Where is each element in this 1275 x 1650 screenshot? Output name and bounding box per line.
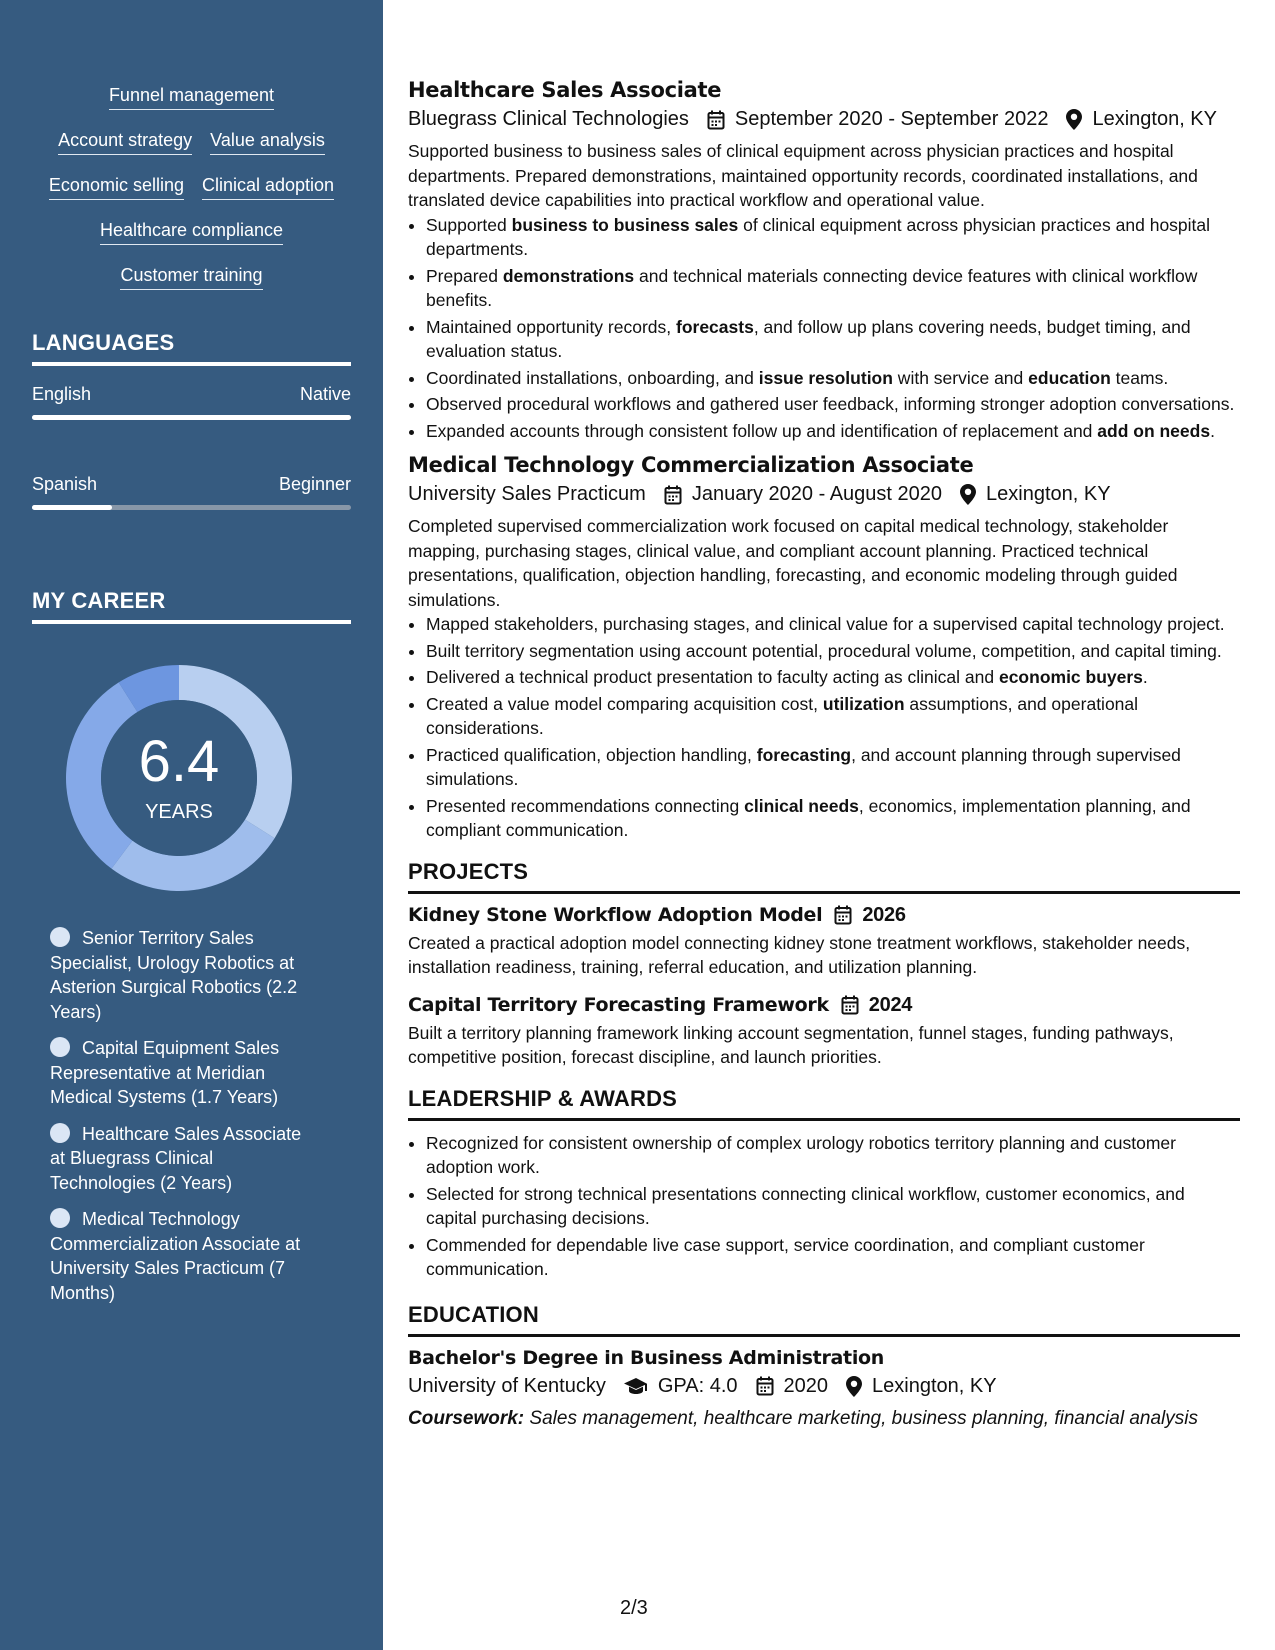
job-bullet [426, 315, 1240, 364]
graduation-cap-icon [624, 1377, 648, 1395]
bullet-text: of clinical equipment across physician practices and hospital departments. [426, 214, 1211, 259]
job-bullet [426, 366, 1240, 391]
job-bullet [426, 665, 1240, 690]
job-dates-text: January 2020 - August 2020 [691, 483, 943, 505]
skills-list [0, 84, 383, 309]
location-pin-icon [960, 484, 976, 505]
career-legend-text: Capital Equipment Sales Representative at Meridian Medical Systems (1.7 Years) [50, 1038, 280, 1107]
job-bullet [426, 794, 1240, 843]
job-location [1066, 108, 1217, 131]
calendar-icon [664, 485, 682, 505]
job-entry [408, 453, 1240, 843]
leadership-heading: LEADERSHIP & AWARDS [408, 1086, 1240, 1121]
career-legend-text: Medical Technology Commercialization Associate at University Sales Practicum (7 Months) [50, 1209, 301, 1303]
bullet-text: Expanded accounts through consistent follow up and identification of replacement and [426, 420, 1098, 441]
career-heading: MY CAREER [32, 588, 351, 624]
job-dates [664, 483, 942, 506]
job-title: Medical Technology Commercialization Associate [408, 453, 974, 477]
job-meta [408, 108, 1240, 131]
job-summary: Supported business to business sales of clinical equipment across physician practices and hospital departments. Prepared demonstrations, maintained opportunity records, coordinated installations, and translated device capabilities into practical workflow and operational value. [408, 141, 1198, 210]
education-year [756, 1375, 829, 1398]
main-content [408, 78, 1240, 1431]
project-title-row [408, 994, 1240, 1017]
career-total-value: 6.4 [138, 729, 220, 794]
language-level: Native [299, 384, 351, 404]
bullet-emphasis: forecasting [756, 744, 852, 765]
career-legend [50, 926, 320, 1317]
skill-tag: Healthcare compliance [100, 219, 283, 245]
career-legend-item [50, 1207, 320, 1305]
language-proficiency-fill [32, 415, 351, 420]
career-legend-item [50, 1036, 320, 1110]
skills-row [0, 264, 383, 309]
language-proficiency-bar [32, 415, 351, 420]
project-description: Built a territory planning framework linking account segmentation, funnel stages, funding pathways, competitive position, forecast discipline, and launch priorities. [408, 1022, 1174, 1067]
bullet-text: Built territory segmentation using account potential, procedural volume, competition, and capital timing. [426, 640, 1222, 661]
job-bullet [426, 392, 1240, 417]
page-number: 2/3 [620, 1597, 648, 1619]
job-dates [707, 108, 1049, 131]
bullet-text: assumptions, and operational considerations. [426, 693, 1139, 738]
bullet-text: Presented recommendations connecting [426, 795, 745, 816]
language-spanish [32, 474, 351, 510]
skill-tag: Account strategy [58, 129, 192, 155]
bullet-text: Mapped stakeholders, purchasing stages, and clinical value for a supervised capital technology project. [426, 614, 1225, 634]
skill-tag: Clinical adoption [202, 174, 334, 200]
language-name: Spanish [32, 474, 98, 494]
location-pin-icon [1066, 109, 1082, 130]
job-bullet [426, 419, 1240, 444]
bullet-text: . [1142, 667, 1148, 687]
legend-dot [50, 1208, 70, 1228]
job-entry [408, 78, 1240, 443]
leadership-list [408, 1131, 1240, 1282]
language-level: Beginner [278, 474, 351, 494]
bullet-text: Created a value model comparing acquisition cost, [426, 693, 823, 714]
bullet-text: and technical materials connecting device features with clinical workflow benefits. [426, 265, 1198, 310]
school-name: University of Kentucky [408, 1374, 606, 1397]
job-bullet [426, 743, 1240, 792]
bullet-text: Delivered a technical product presentation to faculty acting as clinical and [426, 667, 999, 687]
skills-row [0, 84, 383, 129]
project-entry [408, 994, 1240, 1070]
bullet-text: , and account planning through supervised simulations. [426, 744, 1181, 789]
education-heading: EDUCATION [408, 1302, 1240, 1337]
bullet-emphasis: issue resolution [758, 367, 893, 388]
language-proficiency-fill [32, 505, 112, 510]
project-year: 2026 [862, 903, 906, 926]
sidebar [0, 0, 383, 1650]
bullet-text: with service and [892, 367, 1029, 388]
project-entry [408, 904, 1240, 980]
language-english [32, 384, 351, 420]
career-total-unit: YEARS [145, 801, 213, 823]
legend-dot [50, 1037, 70, 1057]
bullet-emphasis: economic buyers [998, 667, 1143, 687]
calendar-icon [756, 1376, 774, 1396]
job-summary: Completed supervised commercialization work focused on capital medical technology, stakeholder mapping, purchasing stages, clinical value, and compliant account planning. Practiced technical presentations, qualification, objection handling, forecasting, and economic modeling through guided simulations. [408, 516, 1178, 610]
location-pin-icon [846, 1376, 862, 1397]
bullet-text: . [1210, 420, 1215, 441]
language-name: English [32, 384, 92, 404]
education-gpa [624, 1375, 738, 1398]
job-meta [408, 483, 1240, 506]
job-bullet [426, 692, 1240, 741]
bullet-text: Supported [426, 214, 512, 235]
calendar-icon [841, 995, 859, 1015]
job-dates-text: September 2020 - September 2022 [734, 108, 1049, 130]
job-company: Bluegrass Clinical Technologies [408, 108, 689, 130]
career-total [66, 665, 292, 891]
leadership-item: • Recognized for consistent ownership of complex urology robotics territory planning and customer adoption work. [426, 1131, 1240, 1180]
career-legend-text: Healthcare Sales Associate at Bluegrass Clinical Technologies (2 Years) [50, 1123, 302, 1193]
year-text: 2020 [783, 1374, 829, 1397]
leadership-item: • Commended for dependable live case support, service coordination, and compliant customer communication. [426, 1233, 1240, 1282]
project-year: 2024 [868, 993, 913, 1016]
skill-tag: Customer training [120, 264, 262, 290]
bullet-emphasis: business to business sales [511, 214, 739, 235]
bullet-emphasis: forecasts [676, 316, 754, 337]
legend-dot [50, 1123, 70, 1143]
bullet-text: teams. [1110, 367, 1169, 388]
bullet-text: Maintained opportunity records, [426, 316, 676, 337]
leadership-item: • Selected for strong technical presentations connecting clinical workflow, customer economics, and capital purchasing decisions. [426, 1182, 1240, 1231]
degree-title: Bachelor's Degree in Business Administration [408, 1346, 885, 1369]
coursework [408, 1406, 1240, 1431]
coursework-text: Sales management, healthcare marketing, business planning, financial analysis [529, 1407, 1198, 1429]
skill-tag: Funnel management [109, 84, 274, 110]
career-legend-text: Senior Territory Sales Specialist, Urology Robotics at Asterion Surgical Robotics (2.2 Years) [50, 928, 298, 1022]
job-bullet [426, 264, 1240, 313]
job-location-text: Lexington, KY [986, 483, 1111, 505]
job-company: University Sales Practicum [408, 483, 646, 505]
project-description: Created a practical adoption model connecting kidney stone treatment workflows, stakeholder needs, installation readiness, training, referral education, and utilization planning. [408, 932, 1191, 977]
bullet-emphasis: demonstrations [502, 265, 635, 286]
bullet-emphasis: clinical needs [744, 795, 859, 816]
bullet-text: Coordinated installations, onboarding, and [426, 367, 759, 388]
job-bullet [426, 639, 1240, 664]
job-location-text: Lexington, KY [1092, 108, 1217, 130]
career-legend-item [50, 926, 320, 1024]
bullet-text: , economics, implementation planning, and compliant communication. [426, 795, 1191, 840]
job-title: Healthcare Sales Associate [408, 78, 722, 102]
languages-heading: LANGUAGES [32, 330, 351, 366]
bullet-emphasis: utilization [822, 693, 905, 714]
language-proficiency-bar [32, 505, 351, 510]
skill-tag: Economic selling [49, 174, 184, 200]
skills-row [0, 129, 383, 174]
calendar-icon [834, 905, 852, 925]
education-location [846, 1375, 997, 1398]
location-text: Lexington, KY [872, 1374, 997, 1397]
project-title: Capital Territory Forecasting Framework [408, 994, 829, 1016]
education-meta [408, 1375, 1240, 1398]
job-bullets [408, 213, 1240, 444]
job-location [960, 483, 1111, 506]
bullet-text: , and follow up plans covering needs, budget timing, and evaluation status. [426, 316, 1191, 361]
calendar-icon [707, 110, 725, 130]
skills-row [0, 219, 383, 264]
skills-row [0, 174, 383, 219]
career-legend-item [50, 1122, 320, 1196]
bullet-emphasis: add on needs [1097, 420, 1211, 441]
bullet-text: Observed procedural workflows and gathered user feedback, informing stronger adoption conversations. [426, 394, 1235, 414]
coursework-label: Coursework: [408, 1407, 525, 1429]
bullet-text: Practiced qualification, objection handling, [426, 744, 757, 765]
skill-tag: Value analysis [210, 129, 325, 155]
project-title: Kidney Stone Workflow Adoption Model [408, 904, 823, 926]
projects-heading: PROJECTS [408, 859, 1240, 894]
legend-dot [50, 927, 70, 947]
bullet-emphasis: education [1028, 367, 1111, 388]
job-bullet [426, 612, 1240, 637]
gpa-text: GPA: 4.0 [657, 1374, 738, 1397]
bullet-text: Prepared [426, 265, 503, 286]
job-bullet [426, 213, 1240, 262]
job-bullets [408, 612, 1240, 843]
project-title-row [408, 904, 1240, 927]
